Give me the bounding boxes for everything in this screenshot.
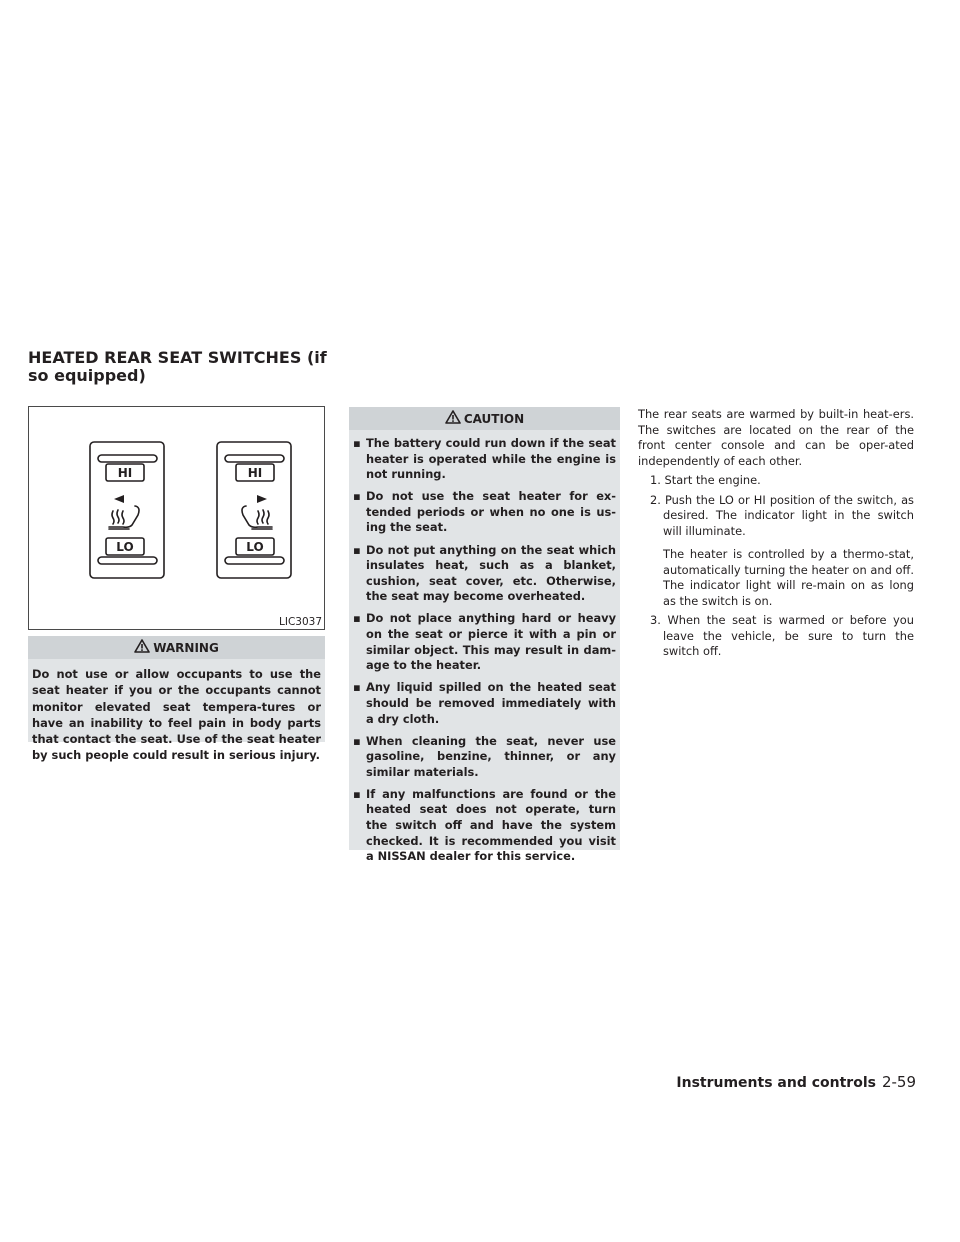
bullet-icon: ▪: [353, 680, 361, 695]
caution-title: CAUTION: [463, 411, 525, 426]
caution-item: ▪ Any liquid spilled on the heated seat should be removed immediately with a dry cloth.: [353, 680, 616, 726]
seat-switch-figure: [28, 406, 325, 630]
bullet-icon: ▪: [353, 786, 361, 801]
warning-text: Do not use or allow occupants to use the seat heater if you or the occupants cannot monitor elevated seat tempera-tures or have an inability to feel pain in body parts that contact the seat. Use of the seat heater by such people could result in serious injury.: [32, 667, 321, 763]
step-note: The heater is controlled by a thermo-stat, automatically turning the heater on and off. The indicator light will re-main on as long as the switch is on.: [663, 547, 914, 608]
right-seat-heater-icon: [242, 495, 272, 529]
page-footer: [676, 1073, 916, 1091]
left-seat-heater-icon: [109, 495, 139, 529]
right-hi-label: HI: [247, 466, 263, 480]
intro-paragraph: The rear seats are warmed by built-in heat-ers. The switches are located on the rear of the front center console and can be oper-ated independently of each other.: [638, 407, 914, 468]
bullet-icon: ▪: [353, 733, 361, 748]
warning-panel: [28, 636, 325, 763]
left-lo-label: LO: [116, 540, 134, 554]
caution-header: [349, 407, 620, 430]
caution-item: ▪ The battery could run down if the seat heater is operated while the engine is not running.: [353, 436, 616, 482]
caution-item: ▪ Do not place anything hard or heavy on the seat or pierce it with a pin or similar object. This may result in dam-age to the heater.: [353, 611, 616, 673]
instructions-column: [638, 407, 914, 664]
step-item: 3. When the seat is warmed or before you leave the vehicle, be sure to turn the switch off.: [650, 613, 914, 658]
step-item: 2. Push the LO or HI position of the switch, as desired. The indicator light in the switch will illuminate. The heater is controlled by a thermo-stat, automatically turning the heater on and off. The indicator light will re-main on as long as the switch is on.: [650, 492, 914, 608]
warning-header: [28, 636, 325, 659]
page-number: 2-59: [881, 1073, 916, 1091]
left-seat-switch: [90, 442, 164, 578]
caution-triangle-icon: [445, 410, 461, 427]
section-title: HEATED REAR SEAT SWITCHES (if so equipped): [28, 348, 327, 385]
bullet-icon: ▪: [353, 436, 361, 450]
figure-id: LIC3037: [279, 616, 322, 628]
seat-switch-illustration: [29, 407, 324, 629]
caution-item: ▪ Do not put anything on the seat which insulates heat, such as a blanket, cushion, seat cover, etc. Otherwise, the seat may become overheated.: [353, 542, 616, 604]
warning-title: WARNING: [153, 640, 219, 655]
right-lo-label: LO: [246, 540, 264, 554]
steps-list: [638, 473, 914, 660]
bullet-icon: ▪: [353, 611, 361, 626]
warning-triangle-icon: [134, 639, 150, 656]
bullet-icon: ▪: [353, 489, 361, 504]
caution-item: ▪ Do not use the seat heater for ex-tended periods or when no one is us-ing the seat.: [353, 489, 616, 535]
right-seat-switch: [217, 442, 291, 578]
bullet-icon: ▪: [353, 542, 361, 557]
caution-item: ▪ When cleaning the seat, never use gasoline, benzine, thinner, or any similar materials.: [353, 733, 616, 779]
caution-list: [349, 430, 620, 865]
step-item: 1. Start the engine.: [650, 473, 761, 487]
chapter-title: Instruments and controls: [676, 1075, 876, 1091]
caution-panel: [349, 407, 620, 864]
left-hi-label: HI: [117, 466, 133, 480]
caution-item: ▪ If any malfunctions are found or the heated seat does not operate, turn the switch off and have the system checked. It is recommended you visit a NISSAN dealer for this service.: [353, 786, 616, 864]
